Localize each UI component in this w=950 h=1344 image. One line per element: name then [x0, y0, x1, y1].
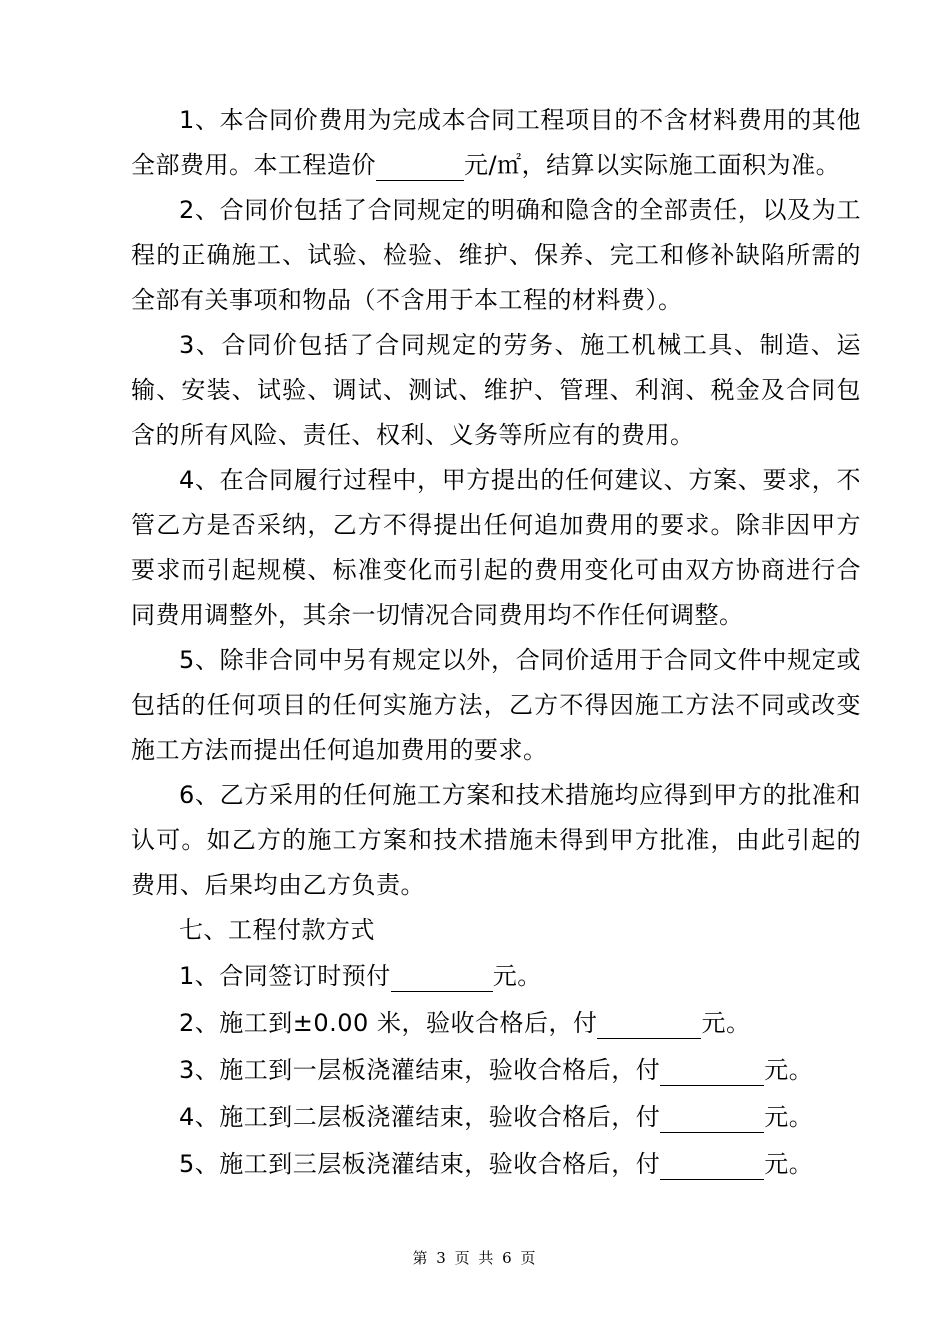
clause-2: 2、合同价包括了合同规定的明确和隐含的全部责任，以及为工程的正确施工、试验、检验、维护、保养、完工和修补缺陷所需的全部有关事项和物品（不含用于本工程的材料费）。	[131, 196, 861, 314]
clause-1-text-before: 1、本合同价费用为完成本合同工程项目的不含材料费用的其他全部费用。本工程造价	[131, 106, 861, 179]
price-blank	[376, 154, 464, 181]
payment-blank-1	[391, 965, 493, 992]
payment-item-5-unit: 元。	[764, 1150, 814, 1178]
payment-item-1	[131, 953, 861, 1000]
payment-blank-5	[660, 1153, 764, 1180]
payment-item-3-unit: 元。	[764, 1056, 814, 1084]
clause-1	[131, 98, 861, 188]
payment-item-4	[131, 1094, 861, 1141]
payment-item-1-label: 1、合同签订时预付	[179, 962, 391, 990]
payment-item-2-label: 2、施工到±0.00 米，验收合格后，付	[179, 1009, 598, 1037]
payment-blank-2	[597, 1012, 701, 1039]
payment-item-4-label: 4、施工到二层板浇灌结束，验收合格后，付	[179, 1103, 661, 1131]
payment-blank-3	[660, 1059, 764, 1086]
payment-item-4-unit: 元。	[764, 1103, 814, 1131]
clause-5: 5、除非合同中另有规定以外，合同价适用于合同文件中规定或包括的任何项目的任何实施方法，乙方不得因施工方法不同或改变施工方法而提出任何追加费用的要求。	[131, 646, 861, 764]
payment-item-2-unit: 元。	[701, 1009, 751, 1037]
clause-1-text-after: 元/㎡，结算以实际施工面积为准。	[464, 151, 841, 179]
section-heading: 七、工程付款方式	[179, 916, 375, 944]
payment-item-5	[131, 1141, 861, 1188]
clause-3: 3、合同价包括了合同规定的劳务、施工机械工具、制造、运输、安装、试验、调试、测试、维护、管理、利润、税金及合同包含的所有风险、责任、权利、义务等所应有的费用。	[131, 331, 861, 449]
payment-item-3-label: 3、施工到一层板浇灌结束，验收合格后，付	[179, 1056, 661, 1084]
document-body	[131, 98, 861, 1188]
clause-4: 4、在合同履行过程中，甲方提出的任何建议、方案、要求，不管乙方是否采纳，乙方不得提出任何追加费用的要求。除非因甲方要求而引起规模、标准变化而引起的费用变化可由双方协商进行合同费用调整外，其余一切情况合同费用均不作任何调整。	[131, 466, 861, 629]
clause-6: 6、乙方采用的任何施工方案和技术措施均应得到甲方的批准和认可。如乙方的施工方案和技术措施未得到甲方批准，由此引起的费用、后果均由乙方负责。	[131, 781, 861, 899]
payment-item-2	[131, 1000, 861, 1047]
payment-item-1-unit: 元。	[492, 962, 542, 990]
payment-blank-4	[660, 1106, 764, 1133]
payment-item-3	[131, 1047, 861, 1094]
payment-item-5-label: 5、施工到三层板浇灌结束，验收合格后，付	[179, 1150, 661, 1178]
page-footer: 第 3 页 共 6 页	[412, 1249, 538, 1267]
